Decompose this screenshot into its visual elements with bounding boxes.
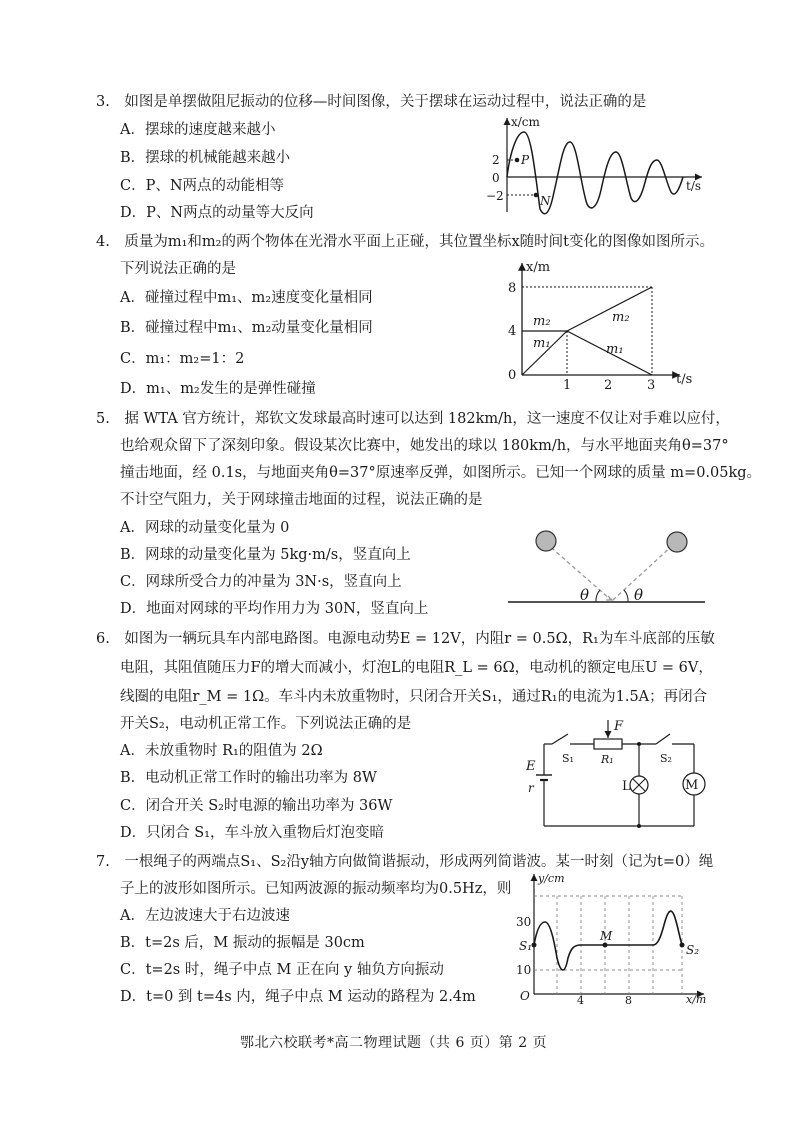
q3-tick-pos: 2 [492, 153, 500, 167]
q7-x-axis-label: x/m [686, 993, 707, 1006]
q4-option-d: D．m₁、m₂发生的是弹性碰撞 [120, 381, 316, 397]
q7-s2-label: S₂ [686, 943, 700, 957]
q6-circuit-diagram [522, 718, 722, 830]
q4-stem-line2: 下列说法正确的是 [120, 261, 236, 277]
q7-option-a: A．左边波速大于右边波速 [120, 908, 290, 924]
q4-x-tick-1: 1 [563, 378, 572, 393]
q3-y-axis-label: x/cm [511, 115, 540, 129]
q3-x-axis-label: t/s [686, 179, 702, 193]
q4-position-time-graph [500, 255, 700, 393]
q7-x-tick-8: 8 [625, 994, 632, 1007]
q4-origin: 0 [508, 368, 517, 383]
q5-option-b: B．网球的动量变化量为 5kg·m/s，竖直向上 [120, 547, 411, 563]
q3-option-c: C．P、N两点的动能相等 [120, 178, 285, 194]
q6-lamp-label: L [622, 779, 631, 794]
q4-label-m1-left: m₁ [533, 336, 551, 351]
q7-stem-line1: 7. 一根绳子的两端点S₁、S₂沿y轴方向做简谐振动，形成两列简谐波。某一时刻（记为t=0）绳 [96, 854, 714, 870]
q4-label-m2-left: m₂ [533, 314, 551, 329]
q6-stem-line2: 电阻，其阻值随压力F的增大而减小，灯泡L的电阻R_L = 6Ω，电动机的额定电压U = 6V， [120, 660, 713, 676]
q7-stem-line2: 子上的波形如图所示。已知两波源的振动频率均为0.5Hz，则 [120, 881, 512, 897]
q4-y-tick-8: 8 [508, 281, 517, 296]
q7-option-b: B．t=2s 后，M 振动的振幅是 30cm [120, 935, 365, 951]
q6-force-label: F [614, 719, 624, 734]
q7-y-axis-label: y/cm [538, 872, 565, 885]
q3-damped-oscillation-figure [480, 112, 710, 222]
q7-origin: O [520, 989, 530, 1003]
q5-stem-line4: 不计空气阻力，关于网球撞击地面的过程，说法正确的是 [120, 492, 483, 508]
q6-emf-label: E [526, 759, 536, 774]
q3-option-d: D．P、N两点的动量等大反向 [120, 205, 314, 221]
q4-label-m2-right: m₂ [612, 310, 630, 325]
q4-option-b: B．碰撞过程中m₁、m₂动量变化量相同 [120, 320, 373, 336]
q4-x-axis-label: t/s [676, 372, 693, 387]
q5-stem-line2: 也给观众留下了深刻印象。假设某次比赛中，她发出的球以 180km/h，与水平地面夹角θ=37° [120, 438, 729, 454]
q4-label-m1-right: m₁ [606, 342, 624, 357]
q3-point-p-label: P [521, 153, 530, 167]
q6-internal-r-label: r [528, 781, 534, 795]
q5-theta-right: θ [634, 586, 644, 604]
q7-x-tick-4: 4 [577, 994, 584, 1007]
q6-stem-line4: 开关S₂，电动机正常工作。下列说法正确的是 [120, 716, 412, 732]
q7-wave-graph [510, 870, 710, 1005]
q3-option-a: A．摆球的速度越来越小 [120, 122, 276, 138]
q5-option-a: A．网球的动量变化量为 0 [120, 520, 290, 536]
q7-y-tick-30: 30 [516, 915, 532, 929]
q4-y-axis-label: x/m [526, 260, 551, 275]
q6-switch1-label: S₁ [562, 752, 574, 765]
q5-theta-left: θ [580, 586, 590, 604]
q3-tick-zero: 0 [492, 171, 500, 185]
q4-y-tick-4: 4 [508, 324, 517, 339]
q6-motor-label: M [685, 778, 699, 793]
q7-m-label: M [600, 929, 613, 943]
q7-option-c: C．t=2s 时，绳子中点 M 正在向 y 轴负方向振动 [120, 962, 444, 978]
q5-stem-line3: 撞击地面，经 0.1s，与地面夹角θ=37°原速率反弹，如图所示。已知一个网球的质量 m=0.05kg。 [120, 465, 762, 481]
q6-option-c: C．闭合开关 S₂时电源的输出功率为 36W [120, 798, 393, 814]
q7-s1-label: S₁ [519, 939, 533, 953]
page-footer: 鄂北六校联考*高二物理试题（共 6 页）第 2 页 [240, 1035, 548, 1051]
q5-option-c: C．网球所受合力的冲量为 3N·s，竖直向上 [120, 574, 402, 590]
q7-option-d: D．t=0 到 t=4s 内，绳子中点 M 运动的路程为 2.4m [120, 989, 476, 1005]
q6-stem-line1: 6. 如图为一辆玩具车内部电路图。电源电动势E = 12V，内阻r = 0.5Ω，R₁为车斗底部的压敏 [96, 631, 715, 647]
q3-option-b: B．摆球的机械能越来越小 [120, 150, 291, 166]
q3-point-n-label: N [540, 194, 551, 208]
q4-x-tick-2: 2 [604, 378, 613, 393]
q4-x-tick-3: 3 [647, 378, 656, 393]
q4-stem-line1: 4. 质量为m₁和m₂的两个物体在光滑水平面上正碰，其位置坐标x随时间t变化的图像如图所示。 [96, 234, 714, 250]
q5-option-d: D．地面对网球的平均作用力为 30N，竖直向上 [120, 601, 429, 617]
q6-option-b: B．电动机正常工作时的输出功率为 8W [120, 770, 377, 786]
q6-switch2-label: S₂ [660, 752, 672, 765]
q4-option-c: C．m₁：m₂=1：2 [120, 351, 245, 367]
q3-stem: 3. 如图是单摆做阻尼振动的位移—时间图像，关于摆球在运动过程中，说法正确的是 [96, 94, 647, 110]
q6-option-a: A．未放重物时 R₁的阻值为 2Ω [120, 743, 323, 759]
q5-stem-line1: 5. 据 WTA 官方统计，郑钦文发球最高时速可以达到 182km/h，这一速度不仅让对手难以应付， [96, 411, 730, 427]
q6-resistor-label: R₁ [601, 753, 614, 766]
q3-tick-neg: −2 [486, 189, 504, 203]
q6-stem-line3: 线圈的电阻r_M = 1Ω。车斗内未放重物时，只闭合开关S₁，通过R₁的电流为1.5A；再闭合 [120, 689, 708, 705]
q6-option-d: D．只闭合 S₁，车斗放入重物后灯泡变暗 [120, 825, 384, 841]
q5-ball-bounce-figure [500, 520, 710, 610]
q4-option-a: A．碰撞过程中m₁、m₂速度变化量相同 [120, 290, 373, 306]
q7-y-tick-10: 10 [516, 963, 532, 977]
